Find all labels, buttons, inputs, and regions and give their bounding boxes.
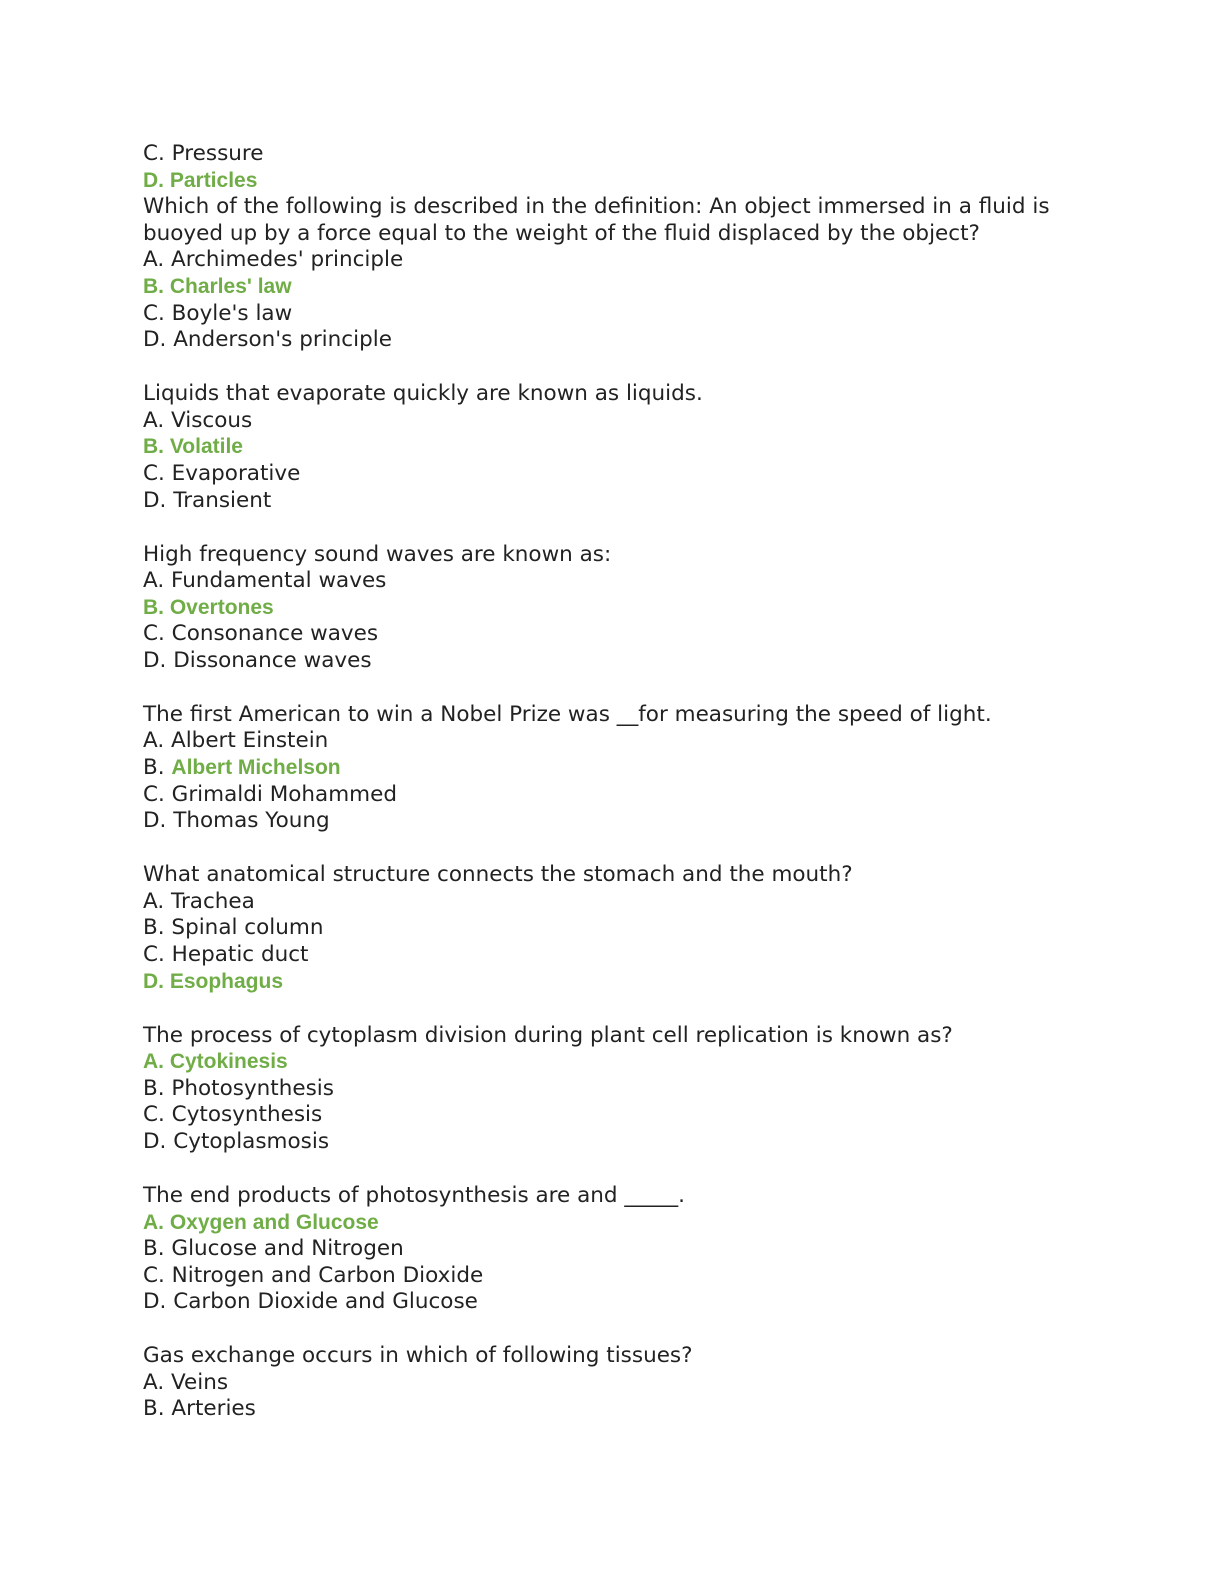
answer-option: B. Spinal column bbox=[143, 915, 324, 941]
paragraph-gap bbox=[143, 835, 1083, 862]
question-text: Which of the following is described in the definition: An object immersed in a fluid is buoyed up by a force equal to the weight of the fluid displaced by the object? bbox=[143, 194, 1050, 246]
answer-option: D. Carbon Dioxide and Glucose bbox=[143, 1289, 478, 1315]
question-text: Liquids that evaporate quickly are known as liquids. bbox=[143, 381, 703, 407]
answer-option: C. Pressure bbox=[143, 141, 264, 166]
answer-option: C. Hepatic duct bbox=[143, 942, 309, 967]
answer-option: A. Viscous bbox=[143, 407, 253, 433]
answer-option: D. Anderson's principle bbox=[143, 327, 392, 353]
question-text: The first American to win a Nobel Prize was __for measuring the speed of light. bbox=[143, 701, 992, 727]
answer-option: C. Evaporative bbox=[143, 460, 301, 486]
paragraph-gap bbox=[143, 995, 1083, 1022]
paragraph-gap bbox=[143, 514, 1083, 541]
question-text: Gas exchange occurs in which of following tissues? bbox=[143, 1343, 693, 1369]
answer-option: A. Veins bbox=[143, 1369, 229, 1395]
paragraph-gap bbox=[143, 354, 1083, 381]
answer-option: A. Albert Einstein bbox=[143, 728, 329, 754]
question-text: The process of cytoplasm division during plant cell replication is known as? bbox=[143, 1022, 953, 1048]
answer-option: B. Glucose and Nitrogen bbox=[143, 1236, 404, 1262]
correct-answer-text: Albert Michelson bbox=[171, 756, 341, 780]
correct-answer-option: D. Esophagus bbox=[143, 969, 284, 993]
correct-answer-option: B. Charles' law bbox=[143, 274, 292, 298]
answer-option: D. Cytoplasmosis bbox=[143, 1128, 330, 1154]
paragraph-gap bbox=[143, 1156, 1083, 1183]
answer-option: C. Boyle's law bbox=[143, 300, 293, 326]
answer-option-letter: B. bbox=[143, 755, 172, 781]
answer-option: C. Grimaldi Mohammed bbox=[143, 781, 397, 807]
question-text: What anatomical structure connects the stomach and the mouth? bbox=[143, 862, 853, 888]
answer-option: B. Arteries bbox=[143, 1396, 256, 1422]
answer-option bbox=[143, 755, 1083, 782]
correct-answer-option: D. Particles bbox=[143, 168, 258, 192]
correct-answer-option: B. Volatile bbox=[143, 435, 243, 459]
correct-answer-option: B. Overtones bbox=[143, 595, 274, 619]
question-text: The end products of photosynthesis are and _____. bbox=[143, 1182, 685, 1208]
answer-option: D. Dissonance waves bbox=[143, 647, 372, 673]
answer-option: A. Trachea bbox=[143, 888, 255, 914]
correct-answer-option: A. Oxygen and Glucose bbox=[143, 1210, 379, 1234]
paragraph-gap bbox=[143, 674, 1083, 701]
answer-option: D. Transient bbox=[143, 487, 272, 513]
answer-option: C. Cytosynthesis bbox=[143, 1102, 323, 1128]
answer-option: D. Thomas Young bbox=[143, 808, 330, 834]
question-text: High frequency sound waves are known as: bbox=[143, 541, 612, 567]
answer-option: C. Nitrogen and Carbon Dioxide bbox=[143, 1262, 484, 1288]
answer-option: B. Photosynthesis bbox=[143, 1075, 334, 1101]
correct-answer-option: A. Cytokinesis bbox=[143, 1050, 288, 1074]
answer-option: A. Fundamental waves bbox=[143, 568, 387, 594]
answer-option: C. Consonance waves bbox=[143, 621, 379, 647]
answer-option: A. Archimedes' principle bbox=[143, 247, 404, 273]
paragraph-gap bbox=[143, 1316, 1083, 1343]
quiz-page bbox=[143, 141, 1083, 1423]
